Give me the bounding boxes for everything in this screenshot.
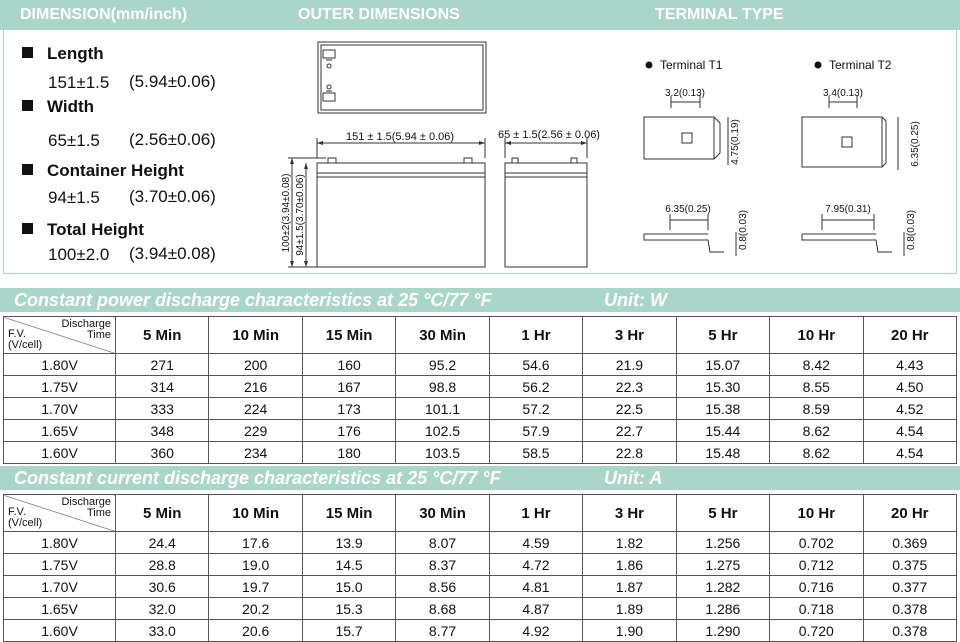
final-voltage-cell: 1.65V xyxy=(4,598,116,620)
dimension-panel xyxy=(3,30,957,274)
table-cell: 8.42 xyxy=(770,354,863,376)
column-header: 5 Min xyxy=(116,317,209,354)
container-height-metric: 94±1.5 xyxy=(48,188,100,207)
table-cell: 229 xyxy=(209,420,302,442)
table-cell: 216 xyxy=(209,376,302,398)
table-cell: 1.275 xyxy=(676,554,769,576)
power-table-title: Constant power discharge characteristics at 25 °C/77 °F xyxy=(14,290,492,310)
table-cell: 101.1 xyxy=(396,398,489,420)
terminal-t2-thickness: 0.8(0.03) xyxy=(906,209,917,251)
terminal-t2-bottom-width: 7.95(0.31) xyxy=(825,204,871,215)
table-cell: 15.07 xyxy=(676,354,769,376)
battery-front-view xyxy=(317,163,485,267)
column-header: 30 Min xyxy=(396,495,489,532)
power-table-unit: Unit: W xyxy=(604,290,667,310)
table-cell: 22.3 xyxy=(583,376,676,398)
final-voltage-cell: 1.70V xyxy=(4,576,116,598)
table-header-row xyxy=(4,495,957,532)
table-row xyxy=(4,354,957,376)
table-cell: 19.0 xyxy=(209,554,302,576)
table-cell: 19.7 xyxy=(209,576,302,598)
table-cell: 22.8 xyxy=(583,442,676,464)
table-cell: 14.5 xyxy=(302,554,395,576)
table-cell: 15.48 xyxy=(676,442,769,464)
total-height-heading: Total Height xyxy=(22,220,144,240)
table-cell: 33.0 xyxy=(116,620,209,642)
table-corner-cell: Discharge Time F.V. (V/cell) xyxy=(4,317,116,354)
container-height-dimension-label: 94±1.5(3.70±0.06) xyxy=(295,174,306,256)
table-cell: 8.59 xyxy=(770,398,863,420)
table-cell: 4.54 xyxy=(863,442,957,464)
power-discharge-table xyxy=(3,316,957,464)
table-cell: 4.92 xyxy=(489,620,582,642)
table-cell: 57.9 xyxy=(489,420,582,442)
table-cell: 0.718 xyxy=(770,598,863,620)
table-corner-cell: Discharge Time F.V. (V/cell) xyxy=(4,495,116,532)
table-cell: 0.716 xyxy=(770,576,863,598)
width-metric: 65±1.5 xyxy=(48,131,100,150)
width-dimension-label: 65 ± 1.5(2.56 ± 0.06) xyxy=(498,129,600,141)
table-row xyxy=(4,554,957,576)
bullet-square-icon xyxy=(22,164,33,175)
table-cell: 0.369 xyxy=(863,532,957,554)
table-cell: 15.7 xyxy=(302,620,395,642)
bullet-square-icon xyxy=(22,47,33,58)
table-cell: 314 xyxy=(116,376,209,398)
final-voltage-cell: 1.70V xyxy=(4,398,116,420)
table-cell: 17.6 xyxy=(209,532,302,554)
table-cell: 4.72 xyxy=(489,554,582,576)
table-header-row xyxy=(4,317,957,354)
table-cell: 8.56 xyxy=(396,576,489,598)
terminal-t2-bullet-icon xyxy=(815,62,822,69)
table-cell: 8.68 xyxy=(396,598,489,620)
table-cell: 30.6 xyxy=(116,576,209,598)
final-voltage-cell: 1.75V xyxy=(4,376,116,398)
table-row xyxy=(4,598,957,620)
table-cell: 0.375 xyxy=(863,554,957,576)
length-heading: Length xyxy=(22,44,104,64)
column-header: 20 Hr xyxy=(863,317,957,354)
table-cell: 348 xyxy=(116,420,209,442)
table-cell: 15.38 xyxy=(676,398,769,420)
dimension-title: DIMENSION(mm/inch) xyxy=(20,6,188,23)
container-height-heading: Container Height xyxy=(22,161,184,181)
table-cell: 1.86 xyxy=(583,554,676,576)
column-header: 5 Min xyxy=(116,495,209,532)
table-cell: 167 xyxy=(302,376,395,398)
bullet-square-icon xyxy=(22,100,33,111)
table-cell: 15.44 xyxy=(676,420,769,442)
table-cell: 56.2 xyxy=(489,376,582,398)
terminal-t2-label: Terminal T2 xyxy=(829,58,892,72)
final-voltage-cell: 1.60V xyxy=(4,442,116,464)
table-cell: 57.2 xyxy=(489,398,582,420)
table-cell: 22.7 xyxy=(583,420,676,442)
table-cell: 1.290 xyxy=(676,620,769,642)
table-cell: 8.62 xyxy=(770,442,863,464)
battery-top-view xyxy=(318,42,486,113)
table-cell: 1.82 xyxy=(583,532,676,554)
column-header: 1 Hr xyxy=(489,495,582,532)
current-table-title: Constant current discharge characteristics at 25 °C/77 °F xyxy=(14,468,501,488)
total-height-imperial: (3.94±0.08) xyxy=(129,244,216,263)
table-row xyxy=(4,620,957,642)
final-voltage-cell: 1.80V xyxy=(4,354,116,376)
table-cell: 4.43 xyxy=(863,354,957,376)
table-cell: 4.81 xyxy=(489,576,582,598)
table-cell: 95.2 xyxy=(396,354,489,376)
total-height-dimension-label: 100±2(3.94±0.08) xyxy=(281,173,292,253)
table-cell: 4.59 xyxy=(489,532,582,554)
table-cell: 15.0 xyxy=(302,576,395,598)
table-cell: 32.0 xyxy=(116,598,209,620)
terminal-t1-bottom-width: 6.35(0.25) xyxy=(665,204,711,215)
table-cell: 0.377 xyxy=(863,576,957,598)
width-imperial: (2.56±0.06) xyxy=(129,130,216,149)
terminal-t1-front xyxy=(644,117,714,159)
column-header: 15 Min xyxy=(302,317,395,354)
current-discharge-table xyxy=(3,494,957,642)
table-cell: 1.87 xyxy=(583,576,676,598)
terminal-t2-height: 6.35(0.25) xyxy=(910,121,921,167)
table-cell: 4.87 xyxy=(489,598,582,620)
table-cell: 58.5 xyxy=(489,442,582,464)
table-cell: 15.3 xyxy=(302,598,395,620)
table-row xyxy=(4,398,957,420)
total-height-metric: 100±2.0 xyxy=(48,245,110,264)
table-cell: 15.30 xyxy=(676,376,769,398)
table-row xyxy=(4,576,957,598)
table-cell: 8.37 xyxy=(396,554,489,576)
table-cell: 8.07 xyxy=(396,532,489,554)
terminal-t2-top-width: 3.4(0.13) xyxy=(822,88,864,99)
table-cell: 20.6 xyxy=(209,620,302,642)
table-cell: 1.286 xyxy=(676,598,769,620)
table-cell: 176 xyxy=(302,420,395,442)
table-cell: 4.54 xyxy=(863,420,957,442)
length-metric: 151±1.5 xyxy=(48,73,110,92)
table-row xyxy=(4,442,957,464)
bullet-square-icon xyxy=(22,223,33,234)
final-voltage-cell: 1.75V xyxy=(4,554,116,576)
terminal-t1-height: 4.75(0.19) xyxy=(730,119,741,165)
terminal-type-drawing xyxy=(624,30,954,274)
column-header: 15 Min xyxy=(302,495,395,532)
column-header: 10 Min xyxy=(209,317,302,354)
table-cell: 103.5 xyxy=(396,442,489,464)
length-imperial: (5.94±0.06) xyxy=(129,72,216,91)
table-cell: 0.720 xyxy=(770,620,863,642)
table-cell: 21.9 xyxy=(583,354,676,376)
table-cell: 54.6 xyxy=(489,354,582,376)
table-cell: 0.712 xyxy=(770,554,863,576)
table-cell: 102.5 xyxy=(396,420,489,442)
current-table-title-bar xyxy=(0,466,960,490)
table-row xyxy=(4,420,957,442)
top-header-bar xyxy=(0,0,960,30)
terminal-t1-label: Terminal T1 xyxy=(660,58,723,72)
terminal-type-title: TERMINAL TYPE xyxy=(655,6,784,23)
column-header: 20 Hr xyxy=(863,495,957,532)
table-cell: 1.90 xyxy=(583,620,676,642)
column-header: 3 Hr xyxy=(583,317,676,354)
table-cell: 98.8 xyxy=(396,376,489,398)
table-cell: 8.77 xyxy=(396,620,489,642)
table-row xyxy=(4,532,957,554)
table-cell: 224 xyxy=(209,398,302,420)
current-table-unit: Unit: A xyxy=(604,468,663,488)
table-cell: 22.5 xyxy=(583,398,676,420)
column-header: 1 Hr xyxy=(489,317,582,354)
final-voltage-cell: 1.80V xyxy=(4,532,116,554)
column-header: 5 Hr xyxy=(676,495,769,532)
container-height-imperial: (3.70±0.06) xyxy=(129,187,216,206)
battery-side-view xyxy=(505,163,587,267)
power-table-title-bar xyxy=(0,288,960,312)
width-heading: Width xyxy=(22,97,94,117)
table-row xyxy=(4,376,957,398)
length-dimension-label: 151 ± 1.5(5.94 ± 0.06) xyxy=(345,131,455,143)
column-header: 10 Min xyxy=(209,495,302,532)
table-cell: 234 xyxy=(209,442,302,464)
terminal-t1-top-width: 3.2(0.13) xyxy=(664,88,706,99)
table-cell: 4.50 xyxy=(863,376,957,398)
table-cell: 8.55 xyxy=(770,376,863,398)
table-cell: 1.89 xyxy=(583,598,676,620)
column-header: 10 Hr xyxy=(770,495,863,532)
table-cell: 180 xyxy=(302,442,395,464)
table-cell: 28.8 xyxy=(116,554,209,576)
table-cell: 1.282 xyxy=(676,576,769,598)
final-voltage-cell: 1.65V xyxy=(4,420,116,442)
column-header: 10 Hr xyxy=(770,317,863,354)
column-header: 3 Hr xyxy=(583,495,676,532)
table-cell: 160 xyxy=(302,354,395,376)
table-cell: 271 xyxy=(116,354,209,376)
table-cell: 0.702 xyxy=(770,532,863,554)
outer-dimensions-title: OUTER DIMENSIONS xyxy=(298,6,460,23)
table-cell: 4.52 xyxy=(863,398,957,420)
table-cell: 360 xyxy=(116,442,209,464)
column-header: 5 Hr xyxy=(676,317,769,354)
table-cell: 200 xyxy=(209,354,302,376)
table-cell: 333 xyxy=(116,398,209,420)
terminal-t1-bullet-icon xyxy=(646,62,653,69)
table-cell: 24.4 xyxy=(116,532,209,554)
table-cell: 13.9 xyxy=(302,532,395,554)
final-voltage-cell: 1.60V xyxy=(4,620,116,642)
table-cell: 0.378 xyxy=(863,620,957,642)
table-cell: 1.256 xyxy=(676,532,769,554)
column-header: 30 Min xyxy=(396,317,489,354)
table-cell: 20.2 xyxy=(209,598,302,620)
table-cell: 0.378 xyxy=(863,598,957,620)
outer-dimensions-drawing xyxy=(266,30,606,274)
terminal-t1-thickness: 0.8(0.03) xyxy=(738,209,749,251)
table-cell: 173 xyxy=(302,398,395,420)
table-cell: 8.62 xyxy=(770,420,863,442)
